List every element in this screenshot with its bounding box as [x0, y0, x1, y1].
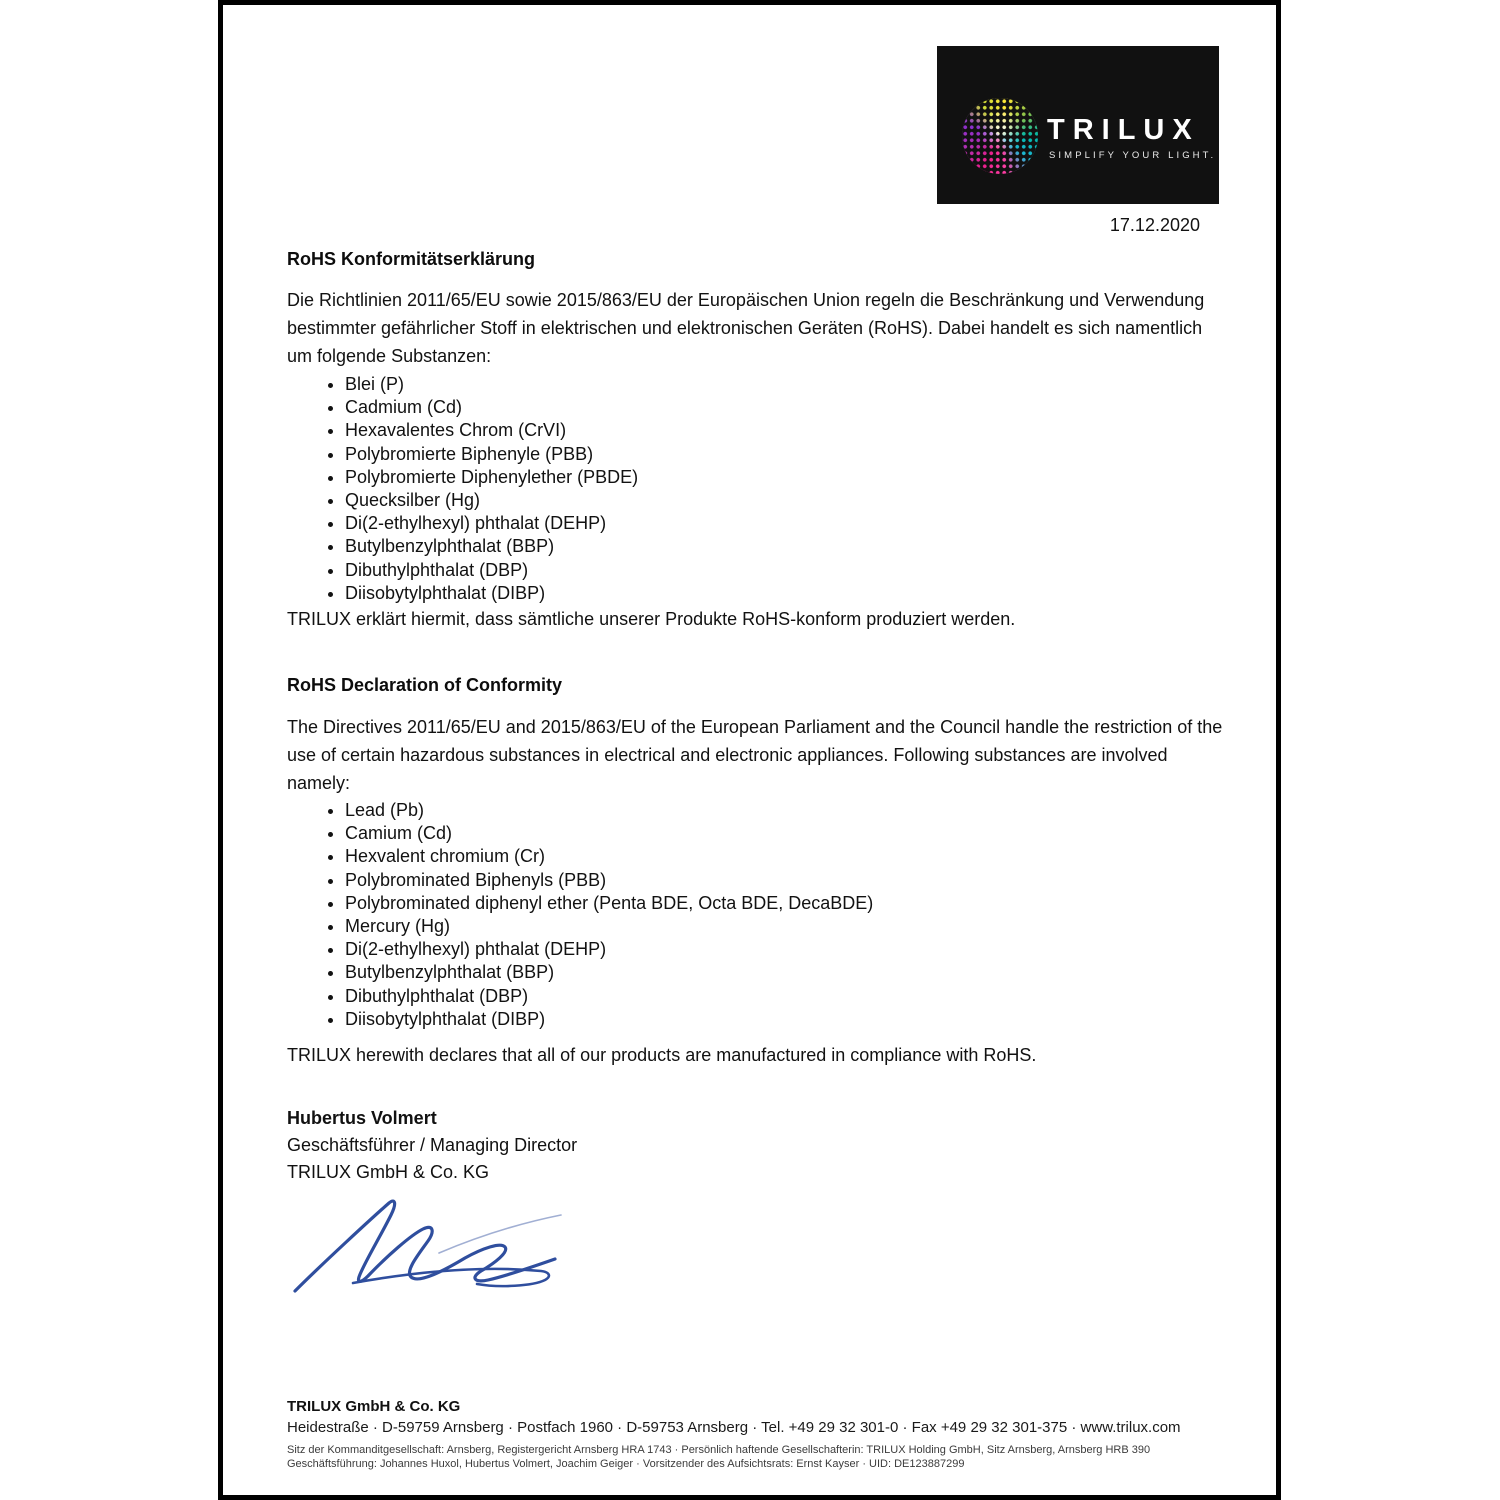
english-substance-list: [287, 799, 1200, 1031]
footer-company: TRILUX GmbH & Co. KG: [287, 1398, 461, 1415]
list-item: • Polybrominated Biphenyls (PBB): [345, 869, 1200, 892]
trilux-logo: [937, 46, 1219, 204]
german-section-heading: RoHS Konformitätserklärung: [287, 249, 536, 269]
list-item: • Quecksilber (Hg): [345, 489, 1200, 512]
signatory-block: [287, 1105, 1200, 1186]
german-closing-statement: TRILUX erklärt hiermit, dass sämtliche unserer Produkte RoHS-konform produziert werden.: [287, 609, 1016, 629]
paragraph-line: namely:: [287, 773, 351, 793]
logo-tagline: SIMPLIFY YOUR LIGHT.: [1049, 150, 1217, 161]
signatory-company: TRILUX GmbH & Co. KG: [287, 1162, 490, 1182]
list-item: • Cadmium (Cd): [345, 396, 1200, 419]
paragraph-line: um folgende Substanzen:: [287, 346, 492, 366]
english-section-heading: RoHS Declaration of Conformity: [287, 675, 563, 695]
letter-page: [218, 0, 1281, 1500]
logo-brand-text: TRILUX: [1047, 114, 1200, 146]
paragraph-line: Die Richtlinien 2011/65/EU sowie 2015/863/EU der Europäischen Union regeln die Beschränkung und Verwendung: [287, 290, 1205, 310]
english-closing-statement: TRILUX herewith declares that all of our products are manufactured in compliance with RoHS.: [287, 1045, 1037, 1065]
footer-legal-line2: Geschäftsführung: Johannes Huxol, Hubertus Volmert, Joachim Geiger · Vorsitzender des Aufsichtsrats: Ernst Kayser · UID: DE123887299: [287, 1458, 965, 1470]
document-date: 17.12.2020: [1109, 215, 1200, 235]
list-item: • Di(2-ethylhexyl) phthalat (DEHP): [345, 512, 1200, 535]
trilux-globe-icon: [962, 98, 1038, 174]
handwritten-signature-icon: [289, 1191, 579, 1301]
list-item: • Di(2-ethylhexyl) phthalat (DEHP): [345, 938, 1200, 961]
list-item: • Camium (Cd): [345, 822, 1200, 845]
list-item: • Butylbenzylphthalat (BBP): [345, 535, 1200, 558]
paragraph-line: bestimmter gefährlicher Stoff in elektrischen und elektronischen Geräten (RoHS). Dabei handelt es sich namentlich: [287, 318, 1203, 338]
footer-legal-line1: Sitz der Kommanditgesellschaft: Arnsberg, Registergericht Arnsberg HRA 1743 · Persönlich haftende Gesellschafterin: TRILUX Holding GmbH, Sitz Arnsberg, Arnsberg HRB 390: [287, 1444, 1151, 1456]
paragraph-line: The Directives 2011/65/EU and 2015/863/EU of the European Parliament and the Council handle the restriction of the: [287, 717, 1223, 737]
signatory-title: Geschäftsführer / Managing Director: [287, 1135, 578, 1155]
list-item: • Diisobytylphthalat (DIBP): [345, 582, 1200, 605]
list-item: • Blei (P): [345, 373, 1200, 396]
list-item: • Polybromierte Biphenyle (PBB): [345, 443, 1200, 466]
list-item: • Hexavalentes Chrom (CrVI): [345, 419, 1200, 442]
list-item: • Polybrominated diphenyl ether (Penta BDE, Octa BDE, DecaBDE): [345, 892, 1200, 915]
list-item: • Polybromierte Diphenylether (PBDE): [345, 466, 1200, 489]
signatory-name: Hubertus Volmert: [287, 1108, 437, 1128]
list-item: • Lead (Pb): [345, 799, 1200, 822]
list-item: • Dibuthylphthalat (DBP): [345, 559, 1200, 582]
list-item: • Hexvalent chromium (Cr): [345, 845, 1200, 868]
paragraph-line: use of certain hazardous substances in electrical and electronic appliances. Following substances are involved: [287, 745, 1168, 765]
list-item: • Butylbenzylphthalat (BBP): [345, 961, 1200, 984]
list-item: • Diisobytylphthalat (DIBP): [345, 1008, 1200, 1031]
german-substance-list: [287, 373, 1200, 605]
english-intro-paragraph: [287, 713, 1223, 797]
german-intro-paragraph: [287, 286, 1205, 370]
footer-address: Heidestraße · D-59759 Arnsberg · Postfach 1960 · D-59753 Arnsberg · Tel. +49 29 32 301-0 · Fax +49 29 32 301-375 · www.trilux.com: [287, 1419, 1181, 1436]
list-item: • Dibuthylphthalat (DBP): [345, 985, 1200, 1008]
list-item: • Mercury (Hg): [345, 915, 1200, 938]
